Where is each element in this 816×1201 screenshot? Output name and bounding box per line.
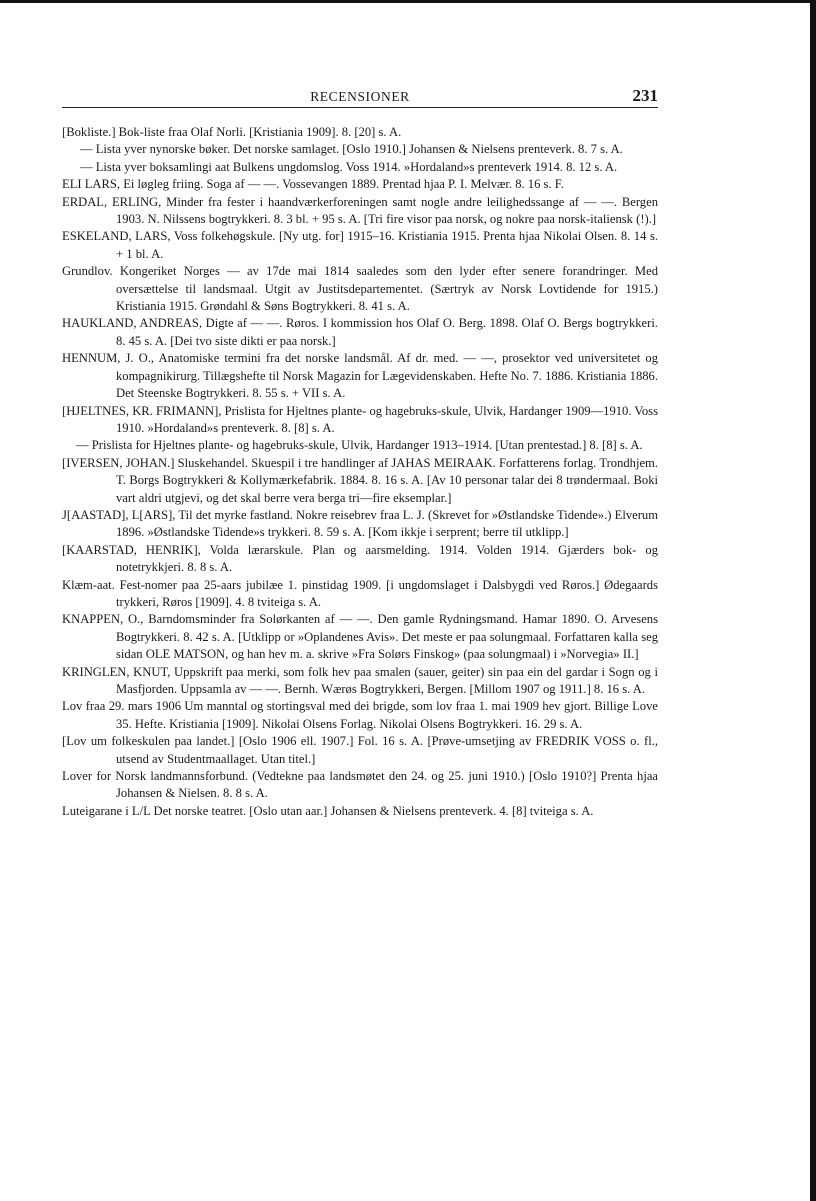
bibliography-entry: J[AASTAD], L[ARS], Til det myrke fastland. Nokre reisebrev fraa L. J. (Skrevet for »Østlandske Tidende».) Elverum 1896. »Østlandske Tidende»s trykkeri. 8. 59 s. A. [Kom ikkje i serprent; berre til utklipp.] <box>62 507 658 540</box>
bibliography-entry: ESKELAND, LARS, Voss folkehøgskule. [Ny utg. for] 1915–16. Kristiania 1915. Prenta hjaa Nikolai Olsen. 8. 14 s. + 1 bl. A. <box>62 229 658 261</box>
bibliography-entry: — Prislista for Hjeltnes plante- og hagebruks-skule, Ulvik, Hardanger 1913–1914. [Utan prentestad.] 8. [8] s. A. <box>76 438 643 453</box>
bibliography-entry: ERDAL, ERLING, Minder fra fester i haandværkerforeningen samt nogle andre leilighedssange af — —. Bergen 1903. N. Nilssens bogtrykkeri. 8. 3 bl. + 95 s. A. [Tri fire visor paa norsk, og nokre paa norsk-italiensk (!).] <box>62 194 658 227</box>
bibliography-entry: — Lista yver boksamlingi aat Bulkens ungdomslog. Voss 1914. »Hordaland»s prenteverk 1914. 8. 12 s. A. <box>80 159 618 174</box>
bibliography-entry: KRINGLEN, KNUT, Uppskrift paa merki, som folk hev paa smalen (sauer, geiter) sin paa ein del gardar i Sogn og i Masfjorden. Uppsamla av — —. Bernh. Wærøs Bogtrykkeri, Bergen. [Millom 1907 og 1911.] 8. 16 s. A. <box>62 664 658 696</box>
bibliography-entry: [Bokliste.] Bok-liste fraa Olaf Norli. [Kristiania 1909]. 8. [20] s. A. <box>62 125 402 139</box>
bibliography-entry: Lov fraa 29. mars 1906 Um manntal og stortingsval med dei brigde, som lov fraa 1. mai 1909 hev gjort. Billige Love 35. Hefte. Kristiania [1909]. Nikolai Olsens Forlag. Nikolai Olsens Bogtrykkeri. 16. 29 s. A. <box>62 699 658 731</box>
bibliography-entry: ELI LARS, Ei løgleg friing. Soga af — —. Vossevangen 1889. Prentad hjaa P. I. Melvær. 8. 16 s. F. <box>62 177 564 192</box>
scan-edge-top <box>0 0 816 3</box>
scan-edge-right <box>810 0 816 1201</box>
bibliography-entry: [Lov um folkeskulen paa landet.] [Oslo 1906 ell. 1907.] Fol. 16 s. A. [Prøve-umsetjing av FREDRIK VOSS o. fl., utsend av Studentmaallaget. Utan titel.] <box>62 734 658 766</box>
bibliography-entry: [KAARSTAD, HENRIK], Volda lærarskule. Plan og aarsmelding. 1914. Volden 1914. Gjærders bok- og notetrykkjeri. 8. 8 s. A. <box>62 542 658 575</box>
bibliography-entry: Grundlov. Kongeriket Norges — av 17de mai 1814 saaledes som den lyder efter senere forandringer. Med oversættelse til landsmaal. Utgit av Justitsdepartementet. (Særtryk av Norsk Lovtidende for 1915.) Kristiania 1915. Grøndahl & Søns Bogtrykkeri. 8. 41 s. A. <box>62 264 658 314</box>
bibliography-entry: HENNUM, J. O., Anatomiske termini fra det norske landsmål. Af dr. med. — —, prosektor ved universitetet og kompagnikirurg. Tillægshefte til Norsk Magazin for Lægevidenskaben. Hefte No. 7. 1886. Kristiania 1886. Det Steenske Bogtrykkeri. 8. 55 s. + VII s. A. <box>62 351 658 401</box>
bibliography-entry: [IVERSEN, JOHAN.] Sluskehandel. Skuespil i tre handlinger af JAHAS MEIRAAK. Forfatterens forlag. Trondhjem. T. Borgs Bogtrykkeri & Kollymærkefabrik. 1884. 8. 16 s. A. [Av 10 personar talar dei 8 trøndermaal. Boki vart aldri utgjevi, og det skal berre vera berga tri—fire eksemplar.] <box>62 455 658 505</box>
running-title: RECENSIONER <box>310 89 410 104</box>
bibliography-entry: Klæm-aat. Fest-nomer paa 25-aars jubilæe 1. pinstidag 1909. [i ungdomslaget i Dalsbygdi ved Røros.] Ødegaards trykkeri, Røros [1909]. 4. 8 tviteiga s. A. <box>62 577 658 609</box>
bibliography-entry: [HJELTNES, KR. FRIMANN], Prislista for Hjeltnes plante- og hagebruks-skule, Ulvik, Hardanger 1909—1910. Voss 1910. »Hordaland»s prenteverk. 8. [8] s. A. <box>62 403 658 435</box>
bibliography-entry: KNAPPEN, O., Barndomsminder fra Solørkanten af — —. Den gamle Rydningsmand. Hamar 1890. O. Arvesens Bogtrykkeri. 8. 42 s. A. [Utklipp or »Oplandenes Avis». Det meste er paa solungmaal. Forfattaren kalla seg sidan OLE MATSON, og han hev m. a. skrive »Fra Solørs Finskog» (paa solungmaal) i »Norvegia» II.] <box>62 612 658 662</box>
bibliography-entry: Luteigarane i L/L Det norske teatret. [Oslo utan aar.] Johansen & Nielsens prenteverk. 4. [8] tviteiga s. A. <box>62 803 594 818</box>
bibliography-entry: Lover for Norsk landmannsforbund. (Vedtekne paa landsmøtet den 24. og 25. juni 1910.) [Oslo 1910?] Prenta hjaa Johansen & Nielsen. 8. 8 s. A. <box>62 769 658 801</box>
page-number: 231 <box>632 86 658 105</box>
bibliography-list <box>62 124 658 820</box>
bibliography-entry: HAUKLAND, ANDREAS, Digte af — —. Røros. I kommission hos Olaf O. Berg. 1898. Olaf O. Bergs bogtrykkeri. 8. 45 s. A. [Dei tvo siste dikti er paa norsk.] <box>62 316 658 348</box>
header-rule <box>62 107 658 108</box>
page-header <box>62 86 658 110</box>
bibliography-entry: — Lista yver nynorske bøker. Det norske samlaget. [Oslo 1910.] Johansen & Nielsens prenteverk. 8. 7 s. A. <box>80 142 623 157</box>
